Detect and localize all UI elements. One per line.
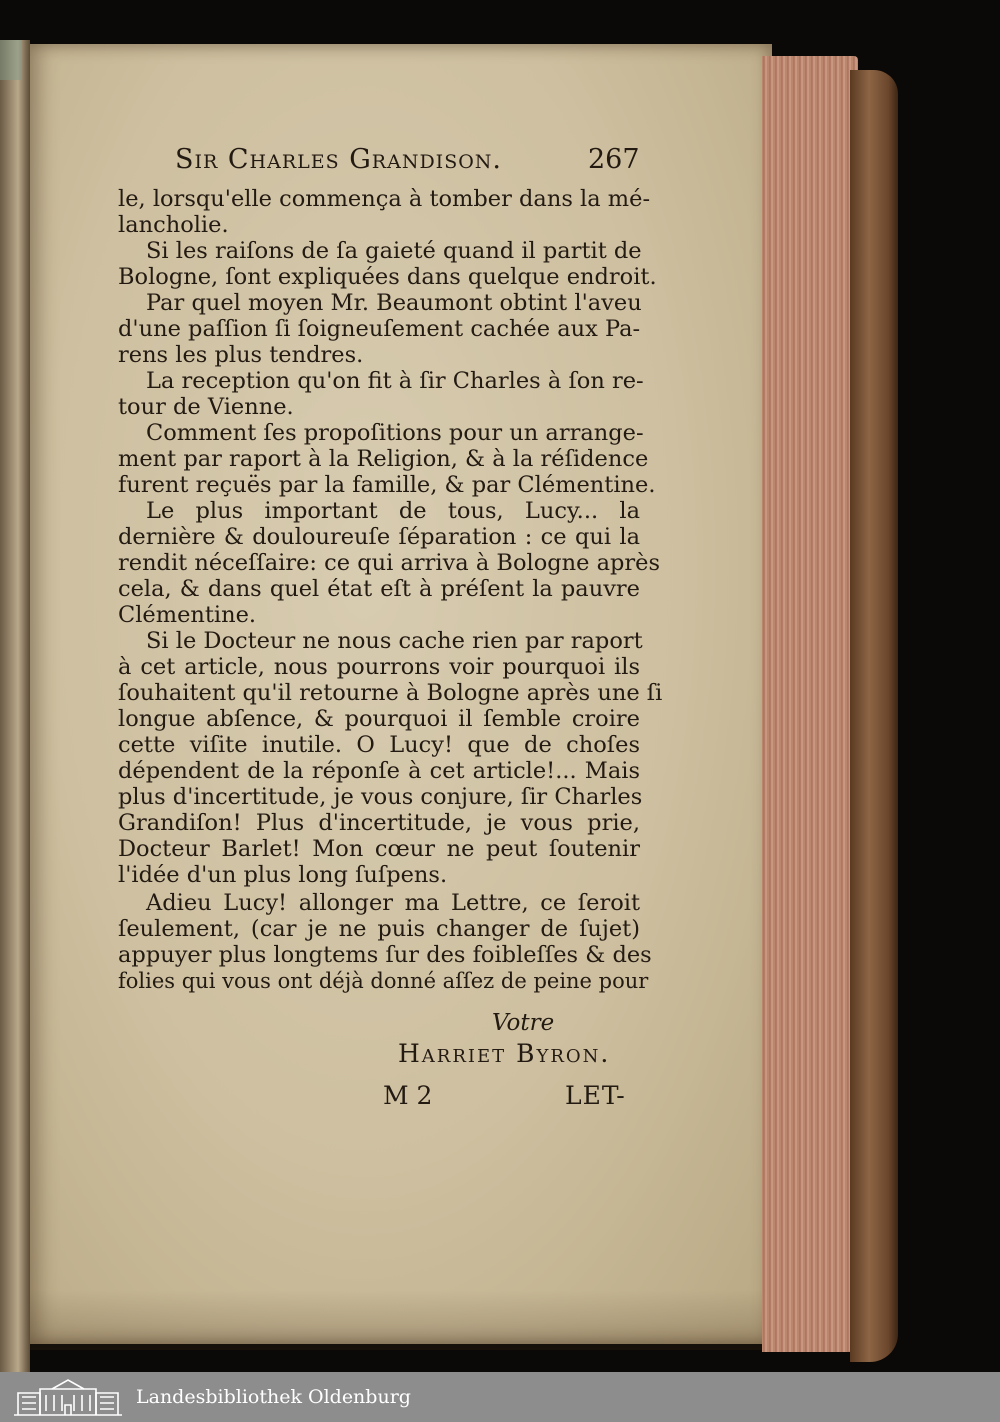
text-line: dépendent de la réponſe à cet article!... Mais bbox=[118, 758, 640, 784]
closing-salutation: Votre bbox=[492, 1010, 555, 1036]
library-name: Landesbibliothek Oldenburg bbox=[136, 1386, 411, 1408]
text-line: ment par raport à la Religion, & à la réſidence bbox=[118, 446, 649, 472]
text-line: appuyer plus longtems ſur des foibleſſes & des bbox=[118, 942, 652, 968]
signature: Harriet Byron. bbox=[398, 1039, 611, 1068]
text-line: l'idée d'un plus long ſuſpens. bbox=[118, 862, 448, 888]
text-line: cette viſite inutile. O Lucy! que de choſes bbox=[118, 732, 640, 758]
text-line: tour de Vienne. bbox=[118, 394, 294, 420]
signature-mark: M 2 bbox=[383, 1081, 433, 1110]
text-line: Si le Docteur ne nous cache rien par raport bbox=[146, 628, 643, 654]
text-line: Clémentine. bbox=[118, 602, 257, 628]
library-building-logo-icon bbox=[12, 1377, 124, 1417]
text-line: lancholie. bbox=[118, 212, 229, 238]
text-line: rens les plus tendres. bbox=[118, 342, 364, 368]
library-footer bbox=[0, 1372, 1000, 1422]
text-line: furent reçuës par la famille, & par Clémentine. bbox=[118, 472, 656, 498]
text-line: ſouhaitent qu'il retourne à Bologne après une ſi bbox=[118, 680, 663, 706]
text-line: Adieu Lucy! allonger ma Lettre, ce ſeroit bbox=[146, 890, 640, 916]
text-line: Docteur Barlet! Mon cœur ne peut ſoutenir bbox=[118, 836, 640, 862]
text-line: longue abſence, & pourquoi il ſemble croire bbox=[118, 706, 640, 732]
text-line: folies qui vous ont déjà donné aſſez de peine pour bbox=[118, 969, 649, 993]
text-line: Par quel moyen Mr. Beaumont obtint l'aveu bbox=[146, 290, 642, 316]
text-line: ſeulement, (car je ne puis changer de ſujet) bbox=[118, 916, 640, 942]
text-line: Grandiſon! Plus d'incertitude, je vous prie, bbox=[118, 810, 640, 836]
text-line: cela, & dans quel état eſt à préſent la pauvre bbox=[118, 576, 640, 602]
text-line: Bologne, ſont expliquées dans quelque endroit. bbox=[118, 264, 657, 290]
text-line: à cet article, nous pourrons voir pourquoi ils bbox=[118, 654, 640, 680]
text-line: Si les raiſons de ſa gaieté quand il partit de bbox=[146, 238, 642, 264]
text-line: La reception qu'on fit à ſir Charles à ſon re- bbox=[146, 368, 644, 394]
text-line: Comment ſes propoſitions pour un arrange- bbox=[146, 420, 644, 446]
text-line: d'une paſſion ſi ſoigneuſement cachée aux Pa- bbox=[118, 316, 641, 342]
running-head: Sir Charles Grandison. bbox=[175, 144, 502, 175]
text-line: rendit néceſſaire: ce qui arriva à Bologne après bbox=[118, 550, 661, 576]
text-line: Le plus important de tous, Lucy... la bbox=[146, 498, 640, 524]
catchword: LET- bbox=[565, 1081, 626, 1110]
text-line: plus d'incertitude, je vous conjure, ſir Charles bbox=[118, 784, 643, 810]
text-line: dernière & douloureuſe ſéparation : ce qui la bbox=[118, 524, 640, 550]
text-line: le, lorsqu'elle commença à tomber dans la mé- bbox=[118, 186, 651, 212]
page-number: 267 bbox=[588, 144, 640, 175]
